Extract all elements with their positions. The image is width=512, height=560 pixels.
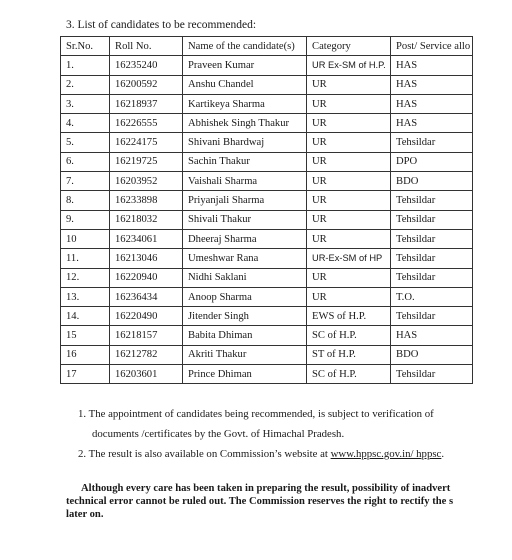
cell-candidate-name: Nidhi Saklani bbox=[183, 268, 307, 287]
cell-category: SC of H.P. bbox=[307, 326, 391, 345]
cell-roll-no: 16203952 bbox=[110, 172, 183, 191]
note-2-end: . bbox=[441, 448, 445, 460]
cell-post-service: HAS bbox=[391, 94, 473, 113]
table-row bbox=[61, 172, 473, 191]
cell-sr-no: 9. bbox=[61, 210, 110, 229]
table-row bbox=[61, 56, 473, 75]
cell-post-service: Tehsildar bbox=[391, 191, 473, 210]
cell-sr-no: 8. bbox=[61, 191, 110, 210]
cell-roll-no: 16226555 bbox=[110, 114, 183, 133]
table-row bbox=[61, 268, 473, 287]
cell-post-service: Tehsildar bbox=[391, 307, 473, 326]
cell-roll-no: 16218032 bbox=[110, 210, 183, 229]
table-row bbox=[61, 133, 473, 152]
cell-candidate-name: Priyanjali Sharma bbox=[183, 191, 307, 210]
note-1-line-1: 1. The appointment of candidates being recommended, is subject to verification of bbox=[78, 408, 434, 420]
cell-sr-no: 10 bbox=[61, 229, 110, 248]
cell-candidate-name: Jitender Singh bbox=[183, 307, 307, 326]
notes bbox=[78, 404, 512, 464]
cell-post-service: HAS bbox=[391, 75, 473, 94]
cell-category: UR bbox=[307, 287, 391, 306]
cell-candidate-name: Shivani Bhardwaj bbox=[183, 133, 307, 152]
header-roll-no: Roll No. bbox=[110, 37, 183, 56]
cell-sr-no: 3. bbox=[61, 94, 110, 113]
table-row bbox=[61, 287, 473, 306]
cell-roll-no: 16219725 bbox=[110, 152, 183, 171]
table-row bbox=[61, 345, 473, 364]
cell-category: UR bbox=[307, 268, 391, 287]
disclaimer-line-3: later on. bbox=[66, 509, 104, 520]
cell-sr-no: 1. bbox=[61, 56, 110, 75]
cell-sr-no: 6. bbox=[61, 152, 110, 171]
table-row bbox=[61, 210, 473, 229]
table-row bbox=[61, 114, 473, 133]
table-row bbox=[61, 75, 473, 94]
cell-roll-no: 16220490 bbox=[110, 307, 183, 326]
cell-roll-no: 16212782 bbox=[110, 345, 183, 364]
header-sr-no: Sr.No. bbox=[61, 37, 110, 56]
table-header-row bbox=[61, 37, 473, 56]
cell-category: UR bbox=[307, 191, 391, 210]
cell-category: UR-Ex-SM of HP bbox=[307, 249, 391, 268]
cell-roll-no: 16234061 bbox=[110, 229, 183, 248]
cell-roll-no: 16233898 bbox=[110, 191, 183, 210]
table-body bbox=[61, 56, 473, 384]
cell-category: UR bbox=[307, 75, 391, 94]
candidates-table bbox=[60, 36, 473, 384]
cell-candidate-name: Sachin Thakur bbox=[183, 152, 307, 171]
cell-post-service: Tehsildar bbox=[391, 133, 473, 152]
cell-post-service: HAS bbox=[391, 56, 473, 75]
cell-candidate-name: Abhishek Singh Thakur bbox=[183, 114, 307, 133]
cell-post-service: BDO bbox=[391, 172, 473, 191]
cell-category: SC of H.P. bbox=[307, 365, 391, 384]
cell-roll-no: 16235240 bbox=[110, 56, 183, 75]
table-row bbox=[61, 152, 473, 171]
cell-sr-no: 16 bbox=[61, 345, 110, 364]
cell-post-service: Tehsildar bbox=[391, 229, 473, 248]
cell-post-service: HAS bbox=[391, 114, 473, 133]
disclaimer bbox=[66, 482, 512, 521]
cell-roll-no: 16203601 bbox=[110, 365, 183, 384]
cell-sr-no: 7. bbox=[61, 172, 110, 191]
cell-candidate-name: Praveen Kumar bbox=[183, 56, 307, 75]
cell-post-service: BDO bbox=[391, 345, 473, 364]
section-heading: 3. List of candidates to be recommended: bbox=[66, 19, 257, 31]
cell-post-service: Tehsildar bbox=[391, 210, 473, 229]
cell-sr-no: 11. bbox=[61, 249, 110, 268]
cell-post-service: Tehsildar bbox=[391, 268, 473, 287]
header-candidate-name: Name of the candidate(s) bbox=[183, 37, 307, 56]
cell-sr-no: 4. bbox=[61, 114, 110, 133]
cell-post-service: Tehsildar bbox=[391, 365, 473, 384]
website-link[interactable]: www.hppsc.gov.in/ hppsc bbox=[330, 448, 442, 460]
table-row bbox=[61, 229, 473, 248]
cell-candidate-name: Umeshwar Rana bbox=[183, 249, 307, 268]
note-2 bbox=[78, 444, 512, 464]
cell-sr-no: 13. bbox=[61, 287, 110, 306]
note-1-continuation bbox=[78, 424, 512, 444]
table-row bbox=[61, 326, 473, 345]
cell-category: UR Ex-SM of H.P. bbox=[307, 56, 391, 75]
cell-roll-no: 16224175 bbox=[110, 133, 183, 152]
cell-category: UR bbox=[307, 152, 391, 171]
cell-post-service: T.O. bbox=[391, 287, 473, 306]
table-row bbox=[61, 307, 473, 326]
cell-roll-no: 16218157 bbox=[110, 326, 183, 345]
cell-roll-no: 16218937 bbox=[110, 94, 183, 113]
note-1-line-2: documents /certificates by the Govt. of Himachal Pradesh. bbox=[92, 428, 345, 440]
cell-candidate-name: Anoop Sharma bbox=[183, 287, 307, 306]
cell-roll-no: 16200592 bbox=[110, 75, 183, 94]
cell-roll-no: 16213046 bbox=[110, 249, 183, 268]
cell-candidate-name: Prince Dhiman bbox=[183, 365, 307, 384]
cell-candidate-name: Vaishali Sharma bbox=[183, 172, 307, 191]
cell-category: UR bbox=[307, 114, 391, 133]
cell-candidate-name: Kartikeya Sharma bbox=[183, 94, 307, 113]
cell-candidate-name: Babita Dhiman bbox=[183, 326, 307, 345]
cell-sr-no: 15 bbox=[61, 326, 110, 345]
cell-sr-no: 12. bbox=[61, 268, 110, 287]
cell-post-service: Tehsildar bbox=[391, 249, 473, 268]
table-row bbox=[61, 365, 473, 384]
cell-roll-no: 16220940 bbox=[110, 268, 183, 287]
cell-post-service: DPO bbox=[391, 152, 473, 171]
cell-category: EWS of H.P. bbox=[307, 307, 391, 326]
cell-sr-no: 17 bbox=[61, 365, 110, 384]
cell-sr-no: 14. bbox=[61, 307, 110, 326]
cell-category: UR bbox=[307, 210, 391, 229]
cell-candidate-name: Anshu Chandel bbox=[183, 75, 307, 94]
cell-roll-no: 16236434 bbox=[110, 287, 183, 306]
cell-sr-no: 2. bbox=[61, 75, 110, 94]
cell-post-service: HAS bbox=[391, 326, 473, 345]
cell-category: UR bbox=[307, 133, 391, 152]
cell-category: UR bbox=[307, 94, 391, 113]
header-category: Category bbox=[307, 37, 391, 56]
disclaimer-line-1: Although every care has been taken in preparing the result, possibility of inadvert bbox=[81, 483, 451, 494]
table-row bbox=[61, 249, 473, 268]
cell-candidate-name: Akriti Thakur bbox=[183, 345, 307, 364]
header-post-service: Post/ Service allo bbox=[391, 37, 473, 56]
cell-candidate-name: Dheeraj Sharma bbox=[183, 229, 307, 248]
cell-candidate-name: Shivali Thakur bbox=[183, 210, 307, 229]
table-row bbox=[61, 191, 473, 210]
note-2-text: 2. The result is also available on Commission’s website at bbox=[78, 448, 331, 460]
cell-category: UR bbox=[307, 172, 391, 191]
cell-sr-no: 5. bbox=[61, 133, 110, 152]
note-1 bbox=[78, 404, 512, 424]
disclaimer-line-2: technical error cannot be ruled out. The Commission reserves the right to rectify the s bbox=[66, 496, 454, 507]
cell-category: UR bbox=[307, 229, 391, 248]
table-row bbox=[61, 94, 473, 113]
cell-category: ST of H.P. bbox=[307, 345, 391, 364]
